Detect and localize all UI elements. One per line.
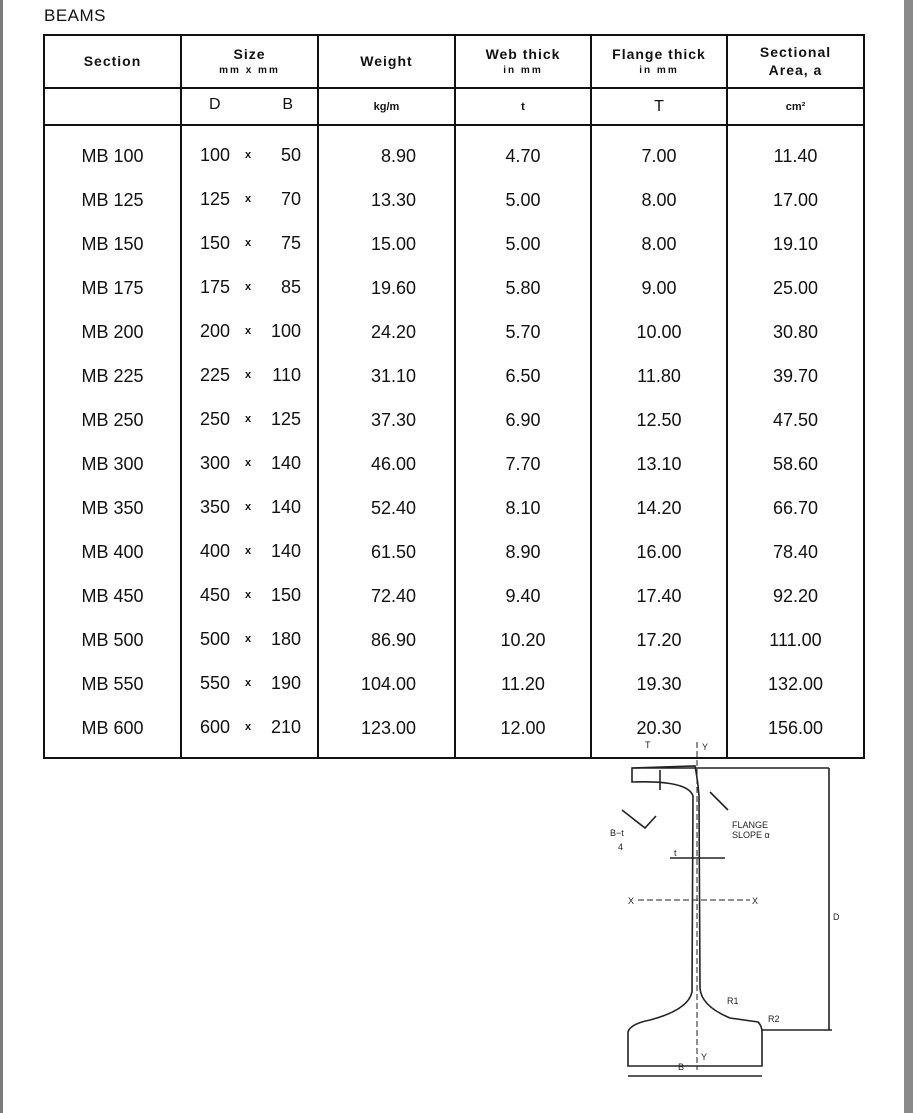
cell-web-thick: 5.70 — [455, 310, 591, 354]
label-t-top: T — [645, 740, 651, 750]
cell-size-x: x — [245, 325, 252, 337]
cell-size — [181, 574, 318, 618]
cell-size-b: 190 — [270, 673, 301, 693]
cell-size-d: 200 — [200, 321, 231, 341]
cell-size-x: x — [245, 677, 252, 689]
cell-size-d: 150 — [200, 233, 231, 253]
cell-flange-thick: 16.00 — [591, 530, 727, 574]
table-row — [44, 310, 864, 354]
cell-web-thick: 8.10 — [455, 486, 591, 530]
cell-weight: 72.40 — [318, 574, 455, 618]
cell-section: MB 300 — [44, 442, 181, 486]
cell-size — [181, 486, 318, 530]
cell-section: MB 400 — [44, 530, 181, 574]
cell-section: MB 350 — [44, 486, 181, 530]
label-x-right: X — [752, 896, 759, 906]
cell-weight: 31.10 — [318, 354, 455, 398]
table-row — [44, 442, 864, 486]
subheader-section — [44, 88, 181, 125]
cell-flange-thick: 9.00 — [591, 266, 727, 310]
cell-size-b: 100 — [270, 321, 301, 341]
flange-slope-marker — [622, 810, 656, 828]
cell-web-thick: 7.70 — [455, 442, 591, 486]
cell-weight: 24.20 — [318, 310, 455, 354]
cell-size-x: x — [245, 281, 252, 293]
label-flange: FLANGE — [732, 820, 769, 830]
cell-size-b: 140 — [270, 453, 301, 473]
cell-section: MB 600 — [44, 706, 181, 750]
cell-section: MB 450 — [44, 574, 181, 618]
cell-size — [181, 134, 318, 178]
label-b: B — [678, 1062, 685, 1072]
cell-size-b: 140 — [270, 541, 301, 561]
cell-size-d: 300 — [200, 453, 231, 473]
table-row — [44, 354, 864, 398]
cell-weight: 61.50 — [318, 530, 455, 574]
cell-area: 132.00 — [727, 662, 864, 706]
cell-weight: 52.40 — [318, 486, 455, 530]
cell-flange-thick: 11.80 — [591, 354, 727, 398]
cell-section: MB 175 — [44, 266, 181, 310]
cell-area: 17.00 — [727, 178, 864, 222]
cell-area: 19.10 — [727, 222, 864, 266]
cell-size-d: 550 — [200, 673, 231, 693]
header-area: Sectional Area, a — [727, 35, 864, 88]
header-section: Section — [44, 35, 181, 88]
cell-flange-thick: 7.00 — [591, 134, 727, 178]
cell-web-thick: 4.70 — [455, 134, 591, 178]
table-body — [44, 125, 864, 758]
cell-flange-thick: 13.10 — [591, 442, 727, 486]
cell-area: 47.50 — [727, 398, 864, 442]
cell-size — [181, 662, 318, 706]
label-y-top: Y — [702, 742, 709, 752]
subheader-area: cm² — [727, 88, 864, 125]
cell-area: 156.00 — [727, 706, 864, 750]
label-slope: SLOPE α — [732, 830, 770, 840]
cell-flange-thick: 20.30 — [591, 706, 727, 750]
cell-area: 25.00 — [727, 266, 864, 310]
label-r1: R1 — [727, 996, 739, 1006]
cell-size-x: x — [245, 149, 252, 161]
cell-flange-thick: 14.20 — [591, 486, 727, 530]
cell-size — [181, 706, 318, 750]
cell-size-x: x — [245, 193, 252, 205]
cell-flange-thick: 12.50 — [591, 398, 727, 442]
cell-web-thick: 11.20 — [455, 662, 591, 706]
cell-weight: 123.00 — [318, 706, 455, 750]
table-row — [44, 134, 864, 178]
cell-flange-thick: 8.00 — [591, 178, 727, 222]
cell-size-b: 125 — [270, 409, 301, 429]
table-row — [44, 574, 864, 618]
cell-size-x: x — [245, 721, 252, 733]
cell-size-b: 150 — [270, 585, 301, 605]
cell-area: 11.40 — [727, 134, 864, 178]
subheader-size — [181, 88, 318, 125]
cell-weight: 15.00 — [318, 222, 455, 266]
header-row — [44, 35, 864, 88]
cell-size-d: 350 — [200, 497, 231, 517]
cell-size — [181, 530, 318, 574]
cell-weight: 46.00 — [318, 442, 455, 486]
cell-size — [181, 354, 318, 398]
cell-size-b: 140 — [270, 497, 301, 517]
cell-web-thick: 12.00 — [455, 706, 591, 750]
header-flange-thick: Flange thick in mm — [591, 35, 727, 88]
cell-size-b: 210 — [270, 717, 301, 737]
cell-size-x: x — [245, 457, 252, 469]
cell-web-thick: 10.20 — [455, 618, 591, 662]
page-frame-left — [0, 0, 3, 1113]
cell-area: 111.00 — [727, 618, 864, 662]
cell-flange-thick: 19.30 — [591, 662, 727, 706]
cell-size-b: 70 — [280, 189, 301, 209]
page-title: BEAMS — [44, 6, 107, 25]
cell-size — [181, 442, 318, 486]
cell-size-x: x — [245, 369, 252, 381]
cell-section: MB 150 — [44, 222, 181, 266]
cell-section: MB 225 — [44, 354, 181, 398]
cell-size — [181, 266, 318, 310]
cell-size-b: 110 — [272, 365, 301, 385]
cell-flange-thick: 8.00 — [591, 222, 727, 266]
label-ratio-top: B−t — [610, 828, 624, 838]
cell-weight: 86.90 — [318, 618, 455, 662]
header-web-thick: Web thick in mm — [455, 35, 591, 88]
beams-table — [43, 34, 865, 759]
cell-size — [181, 398, 318, 442]
cell-area: 66.70 — [727, 486, 864, 530]
label-t-web: t — [674, 848, 677, 858]
cell-size-d: 175 — [200, 277, 231, 297]
label-y-bottom: Y — [701, 1052, 708, 1062]
cell-weight: 104.00 — [318, 662, 455, 706]
page-frame-right — [904, 0, 913, 1113]
cell-web-thick: 8.90 — [455, 530, 591, 574]
cell-size — [181, 178, 318, 222]
cell-size-d: 100 — [200, 145, 231, 165]
table-row — [44, 222, 864, 266]
beam-cross-section-diagram — [600, 730, 858, 1082]
subheader-row — [44, 88, 864, 125]
table-row — [44, 530, 864, 574]
cell-size-x: x — [245, 413, 252, 425]
cell-size-b: 85 — [280, 277, 301, 297]
cell-section: MB 125 — [44, 178, 181, 222]
beam-profile — [628, 766, 762, 1066]
cell-size-d: 450 — [200, 585, 231, 605]
header-size: Size mm x mm — [181, 35, 318, 88]
subheader-b: B — [282, 96, 293, 113]
cell-size-d: 225 — [200, 365, 231, 385]
cell-area: 39.70 — [727, 354, 864, 398]
table-row — [44, 662, 864, 706]
cell-size-b: 180 — [270, 629, 301, 649]
cell-flange-thick: 10.00 — [591, 310, 727, 354]
cell-web-thick: 6.90 — [455, 398, 591, 442]
cell-size-d: 125 — [200, 189, 231, 209]
cell-size — [181, 310, 318, 354]
cell-web-thick: 5.00 — [455, 222, 591, 266]
header-weight: Weight — [318, 35, 455, 88]
cell-weight: 19.60 — [318, 266, 455, 310]
cell-size-b: 50 — [280, 145, 301, 165]
cell-section: MB 550 — [44, 662, 181, 706]
cell-area: 78.40 — [727, 530, 864, 574]
label-r2: R2 — [768, 1014, 780, 1024]
subheader-web: t — [455, 88, 591, 125]
table-row — [44, 486, 864, 530]
cell-size-b: 75 — [280, 233, 301, 253]
table-row — [44, 398, 864, 442]
table-row — [44, 618, 864, 662]
cell-weight: 13.30 — [318, 178, 455, 222]
cell-area: 30.80 — [727, 310, 864, 354]
table-row — [44, 266, 864, 310]
table-row — [44, 178, 864, 222]
cell-web-thick: 6.50 — [455, 354, 591, 398]
cell-weight: 8.90 — [318, 134, 455, 178]
cell-size-x: x — [245, 501, 252, 513]
flange-leader — [710, 792, 728, 810]
cell-size-d: 500 — [200, 629, 231, 649]
cell-section: MB 250 — [44, 398, 181, 442]
cell-size-x: x — [245, 589, 252, 601]
cell-web-thick: 9.40 — [455, 574, 591, 618]
cell-flange-thick: 17.20 — [591, 618, 727, 662]
cell-area: 58.60 — [727, 442, 864, 486]
label-ratio-bot: 4 — [618, 842, 624, 852]
cell-flange-thick: 17.40 — [591, 574, 727, 618]
cell-size-x: x — [245, 545, 252, 557]
cell-size-x: x — [245, 633, 252, 645]
cell-section: MB 500 — [44, 618, 181, 662]
label-d: D — [833, 912, 840, 922]
cell-section: MB 200 — [44, 310, 181, 354]
cell-web-thick: 5.80 — [455, 266, 591, 310]
cell-size-d: 250 — [200, 409, 231, 429]
cell-size — [181, 222, 318, 266]
cell-web-thick: 5.00 — [455, 178, 591, 222]
cell-size — [181, 618, 318, 662]
beam-outline — [622, 766, 832, 1076]
cell-weight: 37.30 — [318, 398, 455, 442]
subheader-d: D — [209, 96, 221, 113]
label-x-left: X — [628, 896, 635, 906]
cell-area: 92.20 — [727, 574, 864, 618]
cell-size-d: 400 — [200, 541, 231, 561]
cell-size-x: x — [245, 237, 252, 249]
subheader-weight: kg/m — [318, 88, 455, 125]
cell-size-d: 600 — [200, 717, 231, 737]
cell-section: MB 100 — [44, 134, 181, 178]
subheader-flange: T — [591, 88, 727, 125]
